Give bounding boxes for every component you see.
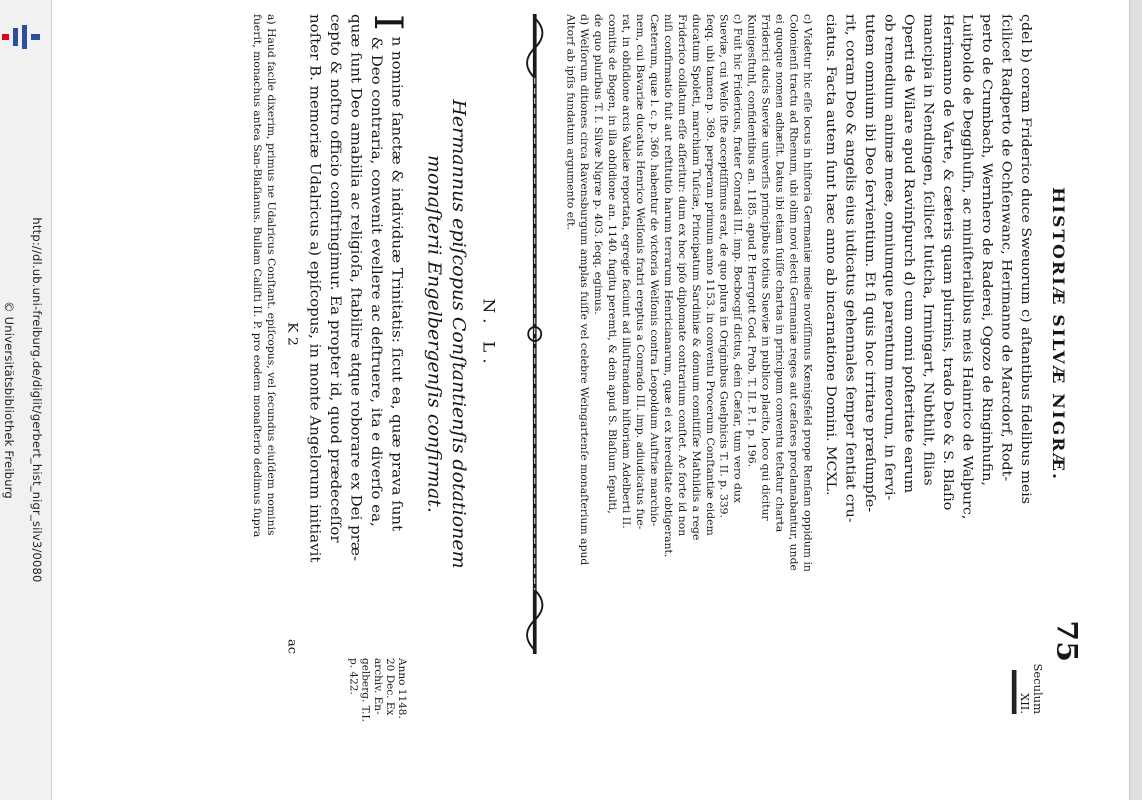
signature-text: K 2 — [284, 322, 300, 346]
note-line: c) Videtur hic eſſe locus in hiſtoria Germaniæ medie noviſſimus Kœnigsfeld prope Renſam oppidum in — [801, 14, 814, 572]
text-line: Herimanno de Varte, & cæteris quam plurimis, trado Deo & S. Blaſio — [940, 14, 956, 511]
side-note-line: 20 Dec. Ex — [384, 658, 396, 716]
note-line: Cæterum, quæ l. c. p. 360. habentur de victoria Welſonis contra Leopoldum Auſtriæ marchio- — [648, 14, 661, 527]
note-line: Sueviæ, cui Welſo iſte acceptiſſimus erat, de quo plura in Originibus Guelphicis T. II. p. 339. — [717, 14, 731, 518]
drop-cap: I — [365, 14, 412, 31]
note-line: ei quoque nomen adhæſit. Datus ibi etiam ſuiſſe chartas in principum conventu teſtatur charta — [773, 14, 786, 533]
page-number: 75 — [1049, 620, 1083, 662]
side-note-line: p. 422. — [347, 658, 359, 695]
section-title — [422, 14, 470, 654]
footnote-line: fuerit, monachus antea San-Blaſianus. Bullam Caliſti II. P. pro eodem monaſterio dedimus ſupra — [251, 14, 264, 538]
scrollbar[interactable] — [1129, 0, 1142, 800]
footnote — [250, 14, 278, 654]
text-line: mancipia in Nendingen, ſcilicet Iuticha, Irmingart, Nubthilt, filias — [920, 14, 936, 486]
ornamental-divider-icon — [523, 14, 547, 654]
note-line: rat, in obſidione arcis Valeiæ reportata, egregie faciunt ad illuſtrandam hiſtoriam Adelberti II. — [620, 14, 633, 529]
note-line: ſeqq. ubi tamen p. 369. perperam primum anno 1153. in conventu Procerum Conſtantiæ eidem — [704, 14, 717, 536]
catchword: ac — [284, 638, 299, 654]
top-paragraph — [820, 14, 1035, 654]
signature-mark — [282, 14, 302, 654]
text-line: & Deo contraria, convenit evellere ac deſtruere, ita e diverſo ea, — [368, 36, 386, 527]
note-line: comitis de Bogen, in illa obſidione an. 1140. fugitu peremti, & dein apud S. Blaſium ſepulti, — [606, 14, 619, 514]
text-line: quæ ſunt Deo amabilia ac religioſa, ſtabilire atque roborare ex Dei præ- — [347, 14, 365, 562]
text-line: Luitpoldo de Deggihuſin, ac miniſterialibus meis Hainrico de Walpurc, — [959, 14, 975, 520]
text-line: rit, coram Deo & angelis eius iudicatus gehennales ſemper ſentiat cru- — [842, 14, 858, 523]
text-line: ςdel b) coram Friderico duce Sweuorum c) aſtantibus fidelibus meis — [1018, 14, 1034, 505]
note-line: niſi confirmatio fuit aut reſtitutio harum terrarum Henricianarum, quæ ei ex hereditate obtigerant. — [662, 14, 675, 558]
copyright-notice: © Universitätsbibliothek Freiburg — [2, 301, 16, 499]
text-line: ciatus. Facta autem ſunt hæc anno ab incarnatione Domini. MCXL. — [823, 14, 838, 496]
section-title-line: monaſterii Engelbergenſis confirmat. — [424, 155, 445, 513]
viewer-side-panel — [0, 0, 52, 800]
text-line: n nomine ſanctæ & individuæ Trinitatis: ſicut ea, quæ prava ſunt — [388, 36, 406, 532]
section-title-line: Hermannus epiſcopus Conſtantienſis dotationem — [448, 99, 469, 569]
charter-text — [305, 14, 412, 722]
side-note-line: gelberg. T.I. — [359, 658, 372, 722]
section-number: N. L. — [478, 298, 498, 370]
note-line: Kunigesſtuhl, confidentibus an. 1185. apud P. Herrgott Cod. Prob. T. II. P. I. p. 196. — [745, 14, 758, 468]
text-line: noſter B. memoriæ Udalricus a) epiſcopus, in monte Angelorum initiavit — [306, 14, 324, 563]
note-line: de quo pluribus T. I. Silvæ Nigræ p. 403. ſeqq. egimus. — [592, 14, 605, 315]
scanned-page — [239, 14, 1083, 722]
running-title: HISTORIÆ SILVÆ NIGRÆ. — [1048, 187, 1067, 481]
note-line: ducatum Spoleti, marchiam Tuſciæ, Principatum Sardiniæ & domum comitiſſæ Mathildis a rege — [690, 14, 703, 541]
side-note-line: archiv. En- — [371, 658, 384, 715]
text-line: tutem omnium ibi Deo ſervientium. Et ſi quis hoc irritare præſumpſe- — [862, 14, 877, 513]
note-line: Altorf ab ipſis fundatum argumento eſt. — [564, 14, 577, 230]
notes-top — [564, 14, 815, 654]
century-margin-note — [1008, 662, 1044, 714]
source-url[interactable]: http://dl.ub.uni-freiburg.de/diglit/gerbert_hist_nigr_silv3/0080 — [30, 217, 44, 583]
margin-note-line: XII. — [1018, 693, 1032, 714]
margin-rule — [1012, 670, 1017, 714]
note-line: Colonienſi tractu ad Rhenum, ubi olim novi electi Germaniæ reges aut cæſares proclamabantur, unde — [787, 14, 800, 571]
text-line: ſcilicet Radperto de Ochſenwanc, Herimanno de Marcdorf, Rodt- — [998, 14, 1014, 482]
text-line: Operti de Wilare apud Ravinſpurch d) cum omni poſteritate earum — [901, 14, 917, 494]
library-logo-icon[interactable] — [0, 22, 51, 52]
text-line: ob remedium animæ meæ, omniumque parentum meorum, in ſervi- — [881, 14, 897, 501]
date-side-note — [347, 658, 407, 726]
note-line: Friderico collatum eſſe aſſeritur: dum ex hoc ipſo diplomate contrarium conſtet. Ac forte id non — [676, 14, 689, 537]
note-line: c) Fuit hic Fridericus, frater Conradi III. imp. Bocbocgiſ dictus, dein Cæſar, tum vero dux — [731, 14, 744, 503]
text-line: cepto & noſtro officio conſtringimur. Ea propter id, quod prædeceſſor — [327, 14, 345, 543]
note-line: Friderici ducis Sueviæ univerſis principibus totius Sueviæ in publico placito, loco qui dicitur — [759, 14, 772, 521]
note-line: nem, cui Bavariæ ducatus Henrico Welſonis fratri ereptus a Conrado III. imp. adiudicatus fue- — [634, 14, 647, 530]
margin-note-line: Seculum — [1031, 663, 1045, 714]
text-line: perto de Crumbach, Wernhero de Raderei, Ogozo de Ringinhufin, — [979, 14, 995, 486]
side-note-line: Anno 1148. — [396, 658, 408, 719]
note-line: d) Welſorum ditiones circa Ravensburgum amplas fuiſſe vel celebre Weingartenſe monaſterium apud — [578, 14, 591, 566]
footnote-line: a) Haud facile dixerim, primus ne Udalricus Conſtant. epiſcopus, vel ſecundus eiuſdem nominis — [265, 14, 278, 536]
